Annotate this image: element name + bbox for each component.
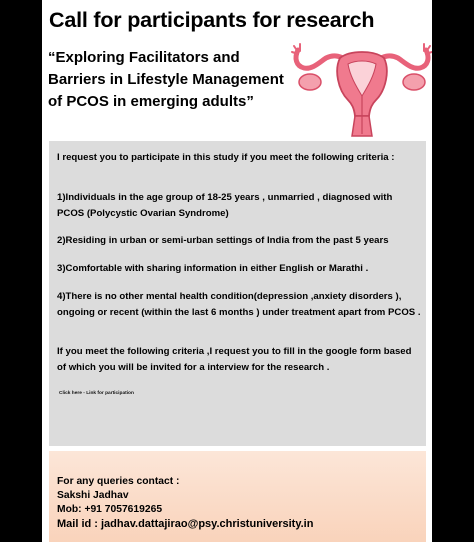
criteria-intro: I request you to participate in this study if you meet the following criteria : — [57, 152, 395, 163]
contact-mail-address[interactable]: jadhav.dattajirao@psy.christuniversity.in — [101, 518, 314, 530]
contact-mobile: Mob: +91 7057619265 — [57, 504, 163, 515]
criterion-3: 3)Comfortable with sharing information in either English or Marathi . — [57, 263, 369, 274]
poster — [42, 0, 432, 542]
participation-link[interactable]: Click here - Link for participation — [59, 391, 134, 396]
contact-heading: For any queries contact : — [57, 476, 180, 487]
contact-name: Sakshi Jadhav — [57, 490, 129, 501]
study-title — [48, 47, 284, 113]
contact-mail-label: Mail id : — [57, 518, 101, 530]
criteria-closing: If you meet the following criteria ,I request you to fill in the google form based of which you will be invited for a interview for the research . — [57, 346, 412, 373]
eligibility-criteria-box — [49, 141, 426, 446]
study-title-line-2: Barriers in Lifestyle Management — [48, 71, 284, 88]
criterion-1: 1)Individuals in the age group of 18-25 years , unmarried , diagnosed with PCOS (Polycystic Ovarian Syndrome) — [57, 192, 393, 219]
contact-mail — [57, 517, 313, 531]
study-title-line-1: “Exploring Facilitators and — [48, 49, 240, 66]
uterus-illustration — [290, 36, 432, 141]
poster-title: Call for participants for research — [49, 8, 375, 32]
study-title-line-3: of PCOS in emerging adults” — [48, 93, 254, 110]
criterion-4: 4)There is no other mental health condition(depression ,anxiety disorders ), ongoing or recent (within the last 6 months ) under treatment apart from PCOS . — [57, 291, 421, 318]
contact-panel — [49, 451, 426, 542]
criterion-2: 2)Residing in urban or semi-urban settings of India from the past 5 years — [57, 235, 389, 246]
